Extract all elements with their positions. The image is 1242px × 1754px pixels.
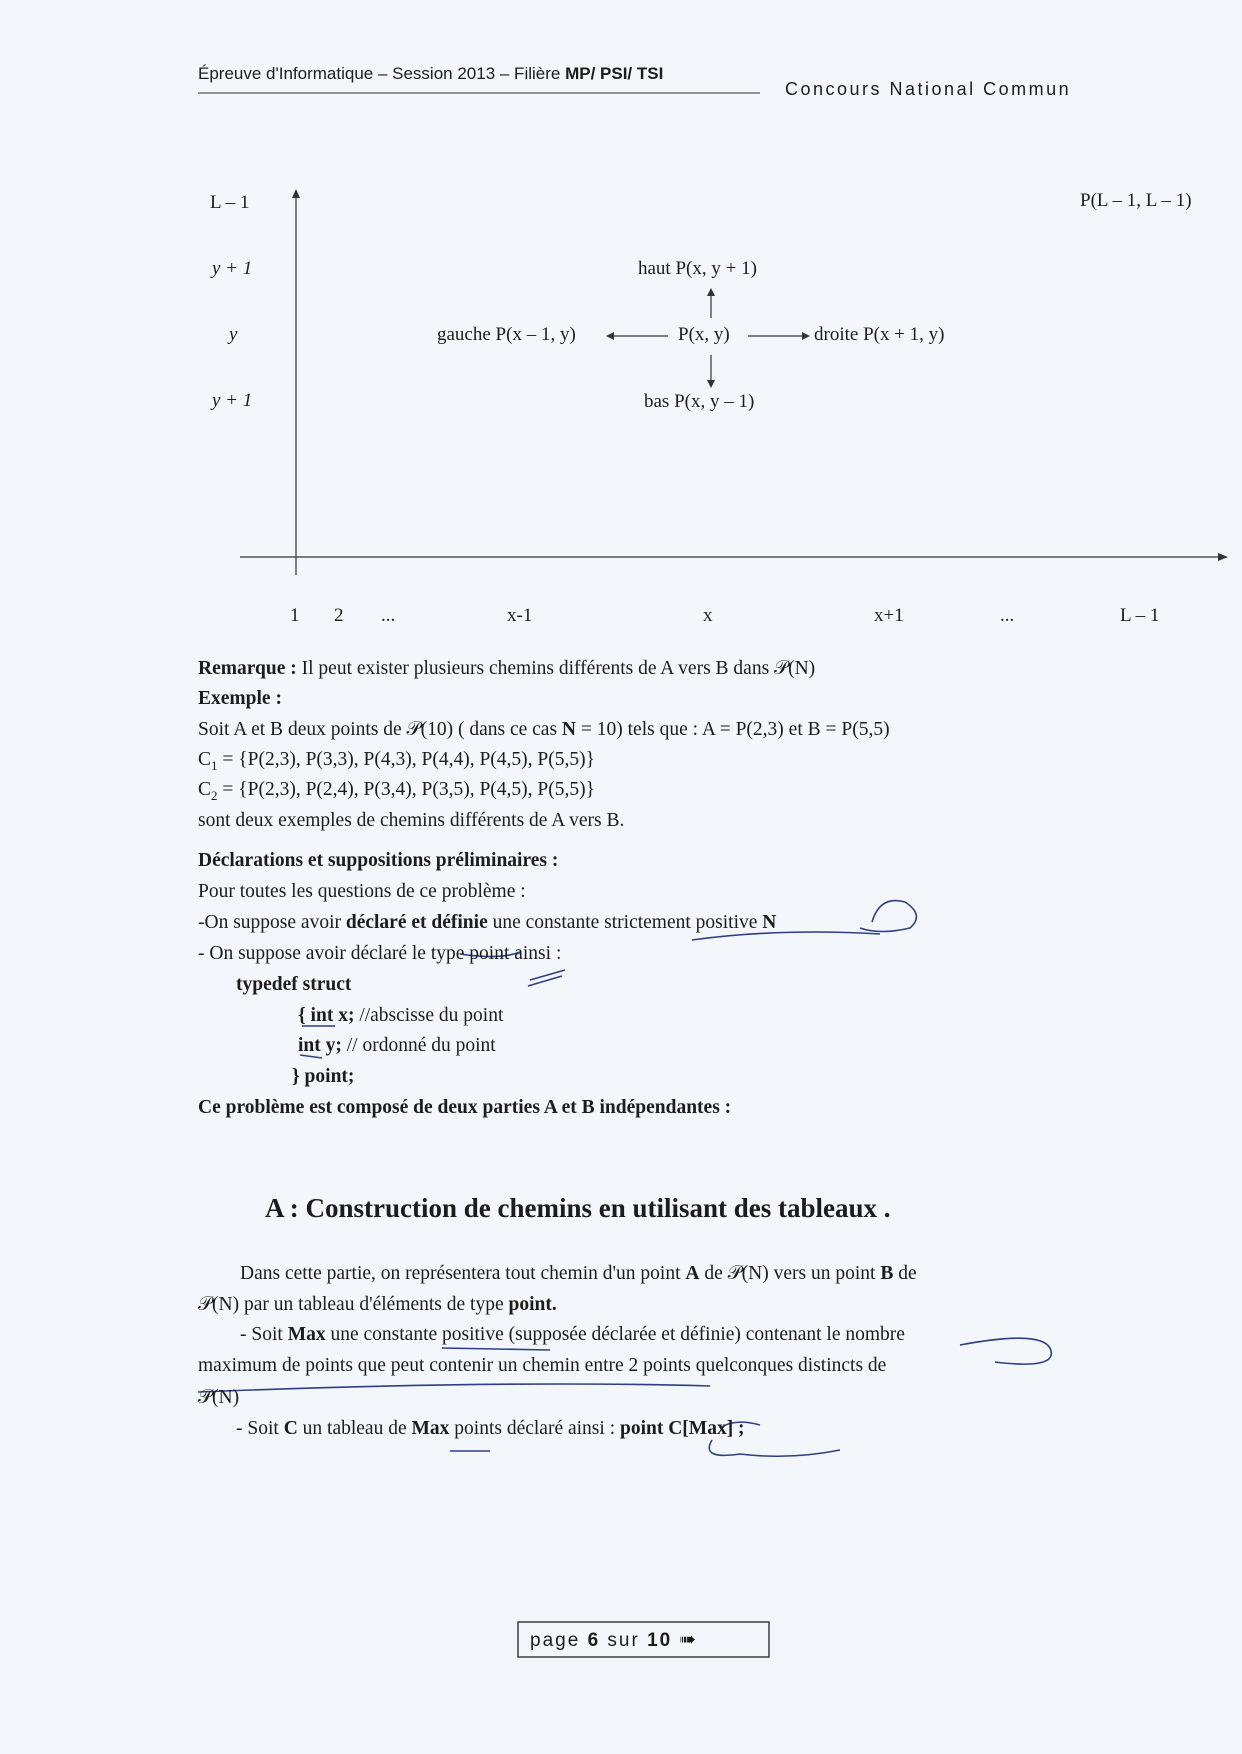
top-right-point: P(L – 1, L – 1) — [1080, 190, 1192, 211]
remark-line: Remarque : Il peut exister plusieurs chemins différents de A vers B dans 𝒫(N) — [198, 658, 816, 679]
y-label-y-plus-1-b: y + 1 — [212, 390, 253, 411]
section-a-title: A : Construction de chemins en utilisant des tableaux . — [265, 1193, 891, 1223]
section-a-p1-line2: 𝒫(N) par un tableau d'éléments de type point. — [198, 1294, 557, 1315]
example-intro: Soit A et B deux points de 𝒫(10) ( dans ce cas N = 10) tels que : A = P(2,3) et B = P(5,5) — [198, 719, 890, 740]
y-label-y-plus-1: y + 1 — [212, 258, 253, 279]
x-label: ... — [381, 605, 396, 626]
y-label-y: y — [229, 324, 238, 345]
declarations-line-1: -On suppose avoir déclaré et définie une constante strictement positive N — [198, 912, 777, 933]
x-label: 1 — [290, 605, 300, 626]
contest-name: Concours National Commun — [785, 79, 1072, 99]
y-axis-arrowhead — [292, 189, 300, 198]
section-a-p3: - Soit C un tableau de Max points déclaré ainsi : point C[Max] ; — [236, 1418, 745, 1439]
example-label: Exemple : — [198, 688, 282, 709]
exam-title: Épreuve d'Informatique – Session 2013 – Filière MP/ PSI/ TSI — [198, 64, 664, 83]
parts-note: Ce problème est composé de deux parties A et B indépendantes : — [198, 1097, 732, 1118]
declarations-intro: Pour toutes les questions de ce problème : — [198, 881, 526, 902]
node-left: gauche P(x – 1, y) — [437, 324, 576, 345]
y-label-top: L – 1 — [210, 192, 250, 213]
section-a-p2-line3: 𝒫(N) — [198, 1387, 240, 1408]
section-a-p2-line1: - Soit Max une constante positive (supposée déclarée et définie) contenant le nombre — [240, 1324, 905, 1345]
code-field-x: { int x; //abscisse du point — [298, 1005, 504, 1026]
next-arrow-icon: ➠ — [679, 1629, 699, 1651]
example-c1: $C_1 = \{P(2,3)$, P(3,3), P(4,3), P(4,4), P(4,5), P(5,5)} — [198, 749, 595, 773]
node-center: P(x, y) — [678, 324, 730, 345]
x-label: x-1 — [507, 605, 533, 626]
x-label: L – 1 — [1120, 605, 1160, 626]
x-label: x — [703, 605, 713, 626]
example-c2: $C_2 = \{P(2,3)$, P(2,4), P(3,4), P(3,5), P(4,5), P(5,5)} — [198, 779, 595, 803]
code-typedef: typedef struct — [236, 974, 352, 995]
section-a-p2-line2: maximum de points que peut contenir un chemin entre 2 points quelconques distincts de — [198, 1355, 887, 1376]
x-label: 2 — [334, 605, 344, 626]
node-up: haut P(x, y + 1) — [638, 258, 757, 279]
declarations-title: Déclarations et suppositions préliminaires : — [198, 850, 559, 871]
code-end: } point; — [292, 1066, 355, 1087]
declarations-line-2: - On suppose avoir déclaré le type point ainsi : — [198, 943, 562, 964]
page-indicator: page 6 sur 10 ➠ — [530, 1629, 699, 1651]
node-right: droite P(x + 1, y) — [814, 324, 945, 345]
example-conclusion: sont deux exemples de chemins différents de A vers B. — [198, 810, 625, 831]
node-down: bas P(x, y – 1) — [644, 391, 755, 412]
section-a-p1-line1: Dans cette partie, on représentera tout chemin d'un point A de 𝒫(N) vers un point B de — [240, 1263, 917, 1284]
x-label: x+1 — [874, 605, 904, 626]
x-label: ... — [1000, 605, 1015, 626]
x-axis-arrowhead — [1218, 553, 1228, 561]
code-field-y: int y; // ordonné du point — [298, 1035, 496, 1056]
